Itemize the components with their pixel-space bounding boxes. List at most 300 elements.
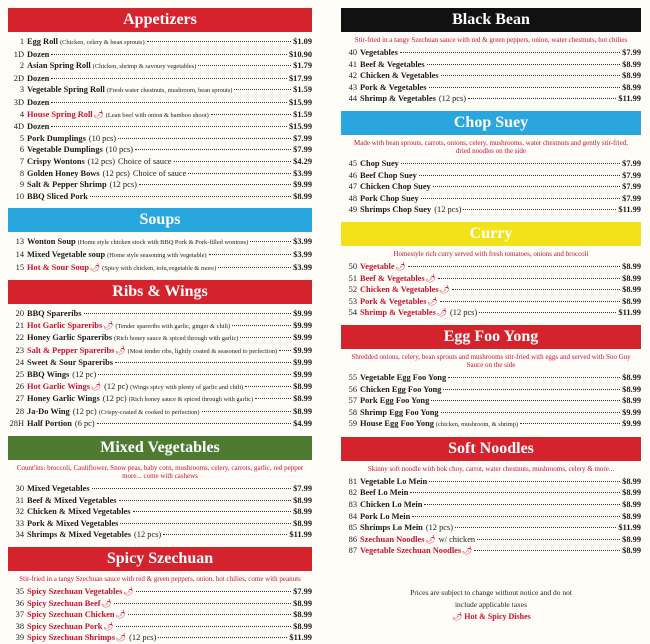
leader-dots bbox=[90, 196, 291, 197]
item-name: Honey Garlic Spareribs bbox=[27, 333, 112, 343]
section-header: Mixed Vegetables bbox=[8, 436, 312, 460]
leader-dots bbox=[139, 184, 291, 185]
item-extra: w/ chicken bbox=[438, 534, 476, 544]
item-name: Pork Egg Foo Yong bbox=[360, 396, 430, 406]
item-price: $11.99 bbox=[618, 308, 641, 318]
menu-item bbox=[8, 49, 312, 61]
item-number: 2D bbox=[13, 73, 24, 83]
item-name: Pork & Vegetables bbox=[360, 82, 427, 92]
menu-section-spicy-szechuan bbox=[8, 547, 312, 644]
item-name: Ja-Do Wing bbox=[27, 406, 70, 416]
section-header: Soft Noodles bbox=[341, 437, 641, 461]
leader-dots bbox=[419, 175, 620, 176]
leader-dots bbox=[118, 138, 291, 139]
menu-section-chop-suey bbox=[341, 111, 641, 216]
item-note: (Rich honey sauce & spiced through with garlic) bbox=[128, 396, 254, 404]
menu-item bbox=[341, 534, 641, 546]
item-number: 3 bbox=[19, 85, 24, 95]
menu-item bbox=[341, 273, 641, 285]
item-quantity: (12 pcs) bbox=[134, 530, 162, 540]
section-header: Ribs & Wings bbox=[8, 280, 312, 304]
item-number: 25 bbox=[15, 370, 24, 380]
item-number: 47 bbox=[348, 182, 357, 192]
item-price: $4.29 bbox=[293, 156, 312, 166]
leader-dots bbox=[198, 65, 291, 66]
item-name: Salt & Pepper Spareribs bbox=[27, 345, 115, 355]
menu-item bbox=[8, 73, 312, 85]
item-price: $1.59 bbox=[293, 109, 312, 119]
menu-item bbox=[341, 59, 641, 71]
leader-dots bbox=[51, 54, 287, 55]
item-price: $3.99 bbox=[293, 262, 312, 272]
leader-dots bbox=[174, 161, 292, 162]
chili-icon: 🌶 bbox=[123, 587, 134, 596]
menu-section-appetizers bbox=[8, 8, 312, 202]
menu-item bbox=[341, 82, 641, 94]
leader-dots bbox=[424, 504, 620, 505]
item-price: $8.99 bbox=[293, 610, 312, 620]
item-price: $11.99 bbox=[289, 633, 312, 643]
leader-dots bbox=[401, 163, 620, 164]
menu-item bbox=[341, 158, 641, 170]
item-number: 33 bbox=[15, 518, 24, 528]
menu-item bbox=[8, 249, 312, 262]
menu-section-curry bbox=[341, 222, 641, 319]
chili-icon: 🌶 bbox=[436, 308, 447, 318]
menu-item bbox=[8, 632, 312, 644]
item-price: $9.99 bbox=[622, 407, 641, 417]
menu-section-soups bbox=[8, 208, 312, 274]
item-name: Beef & Mixed Vegetables bbox=[27, 495, 117, 505]
item-number: 15 bbox=[15, 262, 24, 272]
item-number: 4D bbox=[13, 122, 24, 132]
menu-item bbox=[8, 320, 312, 333]
menu-item bbox=[8, 308, 312, 320]
item-name: Egg Roll bbox=[27, 37, 58, 46]
item-number: 1 bbox=[19, 37, 24, 46]
item-note: (Spicy with chicken, tofu,vegetable & more) bbox=[102, 264, 217, 272]
menu-item bbox=[8, 168, 312, 180]
item-number: 41 bbox=[348, 59, 357, 69]
item-note: (Chicken, celery & bean sprouts) bbox=[59, 39, 145, 46]
item-note: (Chicken, shrimp & savoury vegetables) bbox=[92, 63, 197, 71]
leader-dots bbox=[232, 325, 291, 326]
item-price: $3.99 bbox=[293, 237, 312, 247]
item-price: $8.99 bbox=[622, 534, 641, 544]
item-name: House Egg Foo Yong bbox=[360, 419, 434, 429]
item-price: $8.99 bbox=[622, 396, 641, 406]
item-number: 57 bbox=[348, 396, 357, 406]
menu-item bbox=[341, 395, 641, 407]
item-number: 84 bbox=[348, 511, 357, 521]
item-number: 43 bbox=[348, 82, 357, 92]
leader-dots bbox=[438, 278, 620, 279]
item-name: Asian Spring Roll bbox=[27, 61, 91, 71]
item-number: 30 bbox=[15, 484, 24, 494]
item-name: Crispy Wontons bbox=[27, 156, 85, 166]
leader-dots bbox=[98, 374, 291, 375]
leader-dots bbox=[163, 534, 287, 535]
menu-item bbox=[8, 236, 312, 249]
item-note: (Tender spareribs with garlic, ginger & chili) bbox=[115, 322, 231, 330]
leader-dots bbox=[443, 389, 620, 390]
item-note: (Rich honey sauce & spiced through with garlic) bbox=[114, 335, 239, 343]
section-header: Soups bbox=[8, 208, 312, 232]
item-name: Pork Dumplings bbox=[27, 133, 86, 143]
item-quantity: (12 pcs) bbox=[425, 523, 454, 533]
item-name: Spicy Szechuan Vegetables bbox=[27, 587, 123, 596]
leader-dots bbox=[433, 186, 620, 187]
leader-dots bbox=[234, 89, 291, 90]
item-quantity: (12 pcs) bbox=[450, 308, 478, 318]
leader-dots bbox=[410, 492, 620, 493]
item-number: 14 bbox=[15, 249, 24, 259]
item-number: 13 bbox=[15, 237, 24, 247]
menu-item bbox=[8, 109, 312, 122]
leader-dots bbox=[431, 400, 620, 401]
right-column bbox=[341, 8, 641, 623]
item-price: $8.99 bbox=[293, 518, 312, 528]
leader-dots bbox=[520, 423, 620, 424]
item-price: $7.99 bbox=[622, 182, 641, 192]
leader-dots bbox=[120, 523, 291, 524]
item-name: Hot Garlic Spareribs bbox=[27, 320, 103, 330]
item-quantity: (10 pcs) bbox=[105, 145, 133, 155]
item-name: BBQ Wings bbox=[27, 370, 70, 380]
menu-item bbox=[341, 204, 641, 216]
item-price: $11.99 bbox=[618, 94, 641, 104]
item-name: Mixed Vegetables bbox=[27, 484, 90, 494]
menu-footer bbox=[341, 587, 641, 623]
leader-dots bbox=[255, 398, 291, 399]
leader-dots bbox=[211, 114, 291, 115]
item-number: 4 bbox=[19, 109, 24, 119]
leader-dots bbox=[135, 149, 291, 150]
item-number: 34 bbox=[15, 530, 24, 540]
item-number: 54 bbox=[348, 308, 357, 318]
menu-item bbox=[8, 144, 312, 156]
item-price: $3.99 bbox=[293, 249, 312, 259]
leader-dots bbox=[477, 539, 620, 540]
item-name: Spicy Szechuan Shrimps bbox=[27, 633, 115, 643]
item-number: 82 bbox=[348, 488, 357, 498]
item-name: Dozen bbox=[27, 49, 50, 59]
item-number: 87 bbox=[348, 546, 357, 556]
item-price: $7.99 bbox=[622, 48, 641, 57]
item-price: $8.99 bbox=[293, 191, 312, 201]
leader-dots bbox=[441, 75, 621, 76]
leader-dots bbox=[116, 626, 292, 627]
item-name: Shrimps Lo Mein bbox=[360, 523, 423, 533]
chili-icon: 🌶 bbox=[115, 633, 127, 643]
menu-item bbox=[8, 369, 312, 381]
item-number: 81 bbox=[348, 476, 357, 486]
menu-item bbox=[341, 545, 641, 557]
menu-item bbox=[341, 307, 641, 319]
item-name: Pork Lo Mein bbox=[360, 511, 411, 521]
chili-icon: 🌶 bbox=[115, 345, 126, 355]
item-name: Szechuan Noodles bbox=[360, 534, 425, 544]
menu-item bbox=[8, 345, 312, 358]
item-number: 42 bbox=[348, 71, 357, 81]
menu-section-soft-noodles bbox=[341, 437, 641, 557]
item-price: $8.99 bbox=[293, 406, 312, 416]
leader-dots bbox=[136, 591, 292, 592]
leader-dots bbox=[250, 241, 291, 242]
item-price: $8.99 bbox=[293, 394, 312, 404]
menu-item bbox=[341, 181, 641, 193]
leader-dots bbox=[452, 289, 620, 290]
leader-dots bbox=[421, 198, 621, 199]
item-number: 58 bbox=[348, 407, 357, 417]
menu-item bbox=[341, 476, 641, 488]
item-number: 5 bbox=[19, 133, 24, 143]
item-number: 35 bbox=[15, 587, 24, 596]
menu-section-mixed-vegetables bbox=[8, 436, 312, 541]
item-number: 50 bbox=[348, 261, 357, 271]
leader-dots bbox=[400, 52, 620, 53]
item-name: Pork & Vegetables bbox=[360, 296, 427, 306]
item-price: $15.99 bbox=[288, 97, 312, 107]
item-name: Spicy Szechuan Pork bbox=[27, 621, 103, 631]
item-name: BBQ Spareribs bbox=[27, 309, 82, 319]
item-number: 24 bbox=[15, 358, 24, 368]
chili-icon: 🌶 bbox=[462, 546, 473, 556]
item-price: $8.99 bbox=[622, 546, 641, 556]
leader-dots bbox=[92, 488, 292, 489]
leader-dots bbox=[240, 337, 291, 338]
item-name: Shrimps Chop Suey bbox=[360, 205, 432, 215]
menu-item bbox=[8, 191, 312, 203]
menu-item bbox=[8, 406, 312, 419]
item-name: Chicken Egg Foo Yong bbox=[360, 384, 442, 394]
item-number: 56 bbox=[348, 384, 357, 394]
menu-item bbox=[341, 284, 641, 296]
item-name: Vegetable Spring Roll bbox=[27, 85, 105, 95]
item-number: 20 bbox=[15, 309, 24, 319]
item-price: $8.99 bbox=[622, 273, 641, 283]
item-name: Pork & Mixed Vegetables bbox=[27, 518, 119, 528]
item-price: $8.99 bbox=[622, 488, 641, 498]
item-name: Vegetables bbox=[360, 48, 398, 57]
leader-dots bbox=[412, 516, 620, 517]
left-column bbox=[8, 8, 312, 644]
item-number: 52 bbox=[348, 285, 357, 295]
item-number: 36 bbox=[15, 598, 24, 608]
item-note: (chicken, mushroom, & shrimp) bbox=[435, 421, 519, 429]
menu-item bbox=[341, 407, 641, 419]
item-name: Chicken & Mixed Vegetables bbox=[27, 507, 131, 517]
item-number: 48 bbox=[348, 193, 357, 203]
chili-icon: 🌶 bbox=[115, 610, 126, 620]
menu-item bbox=[341, 47, 641, 59]
item-price: $7.99 bbox=[622, 193, 641, 203]
item-price: $7.99 bbox=[293, 587, 312, 596]
item-quantity: (12 pcs) bbox=[102, 168, 130, 178]
item-price: $7.99 bbox=[293, 145, 312, 155]
item-name: Chop Suey bbox=[360, 158, 399, 168]
item-quantity: (10 pcs) bbox=[88, 133, 117, 143]
menu-item bbox=[8, 357, 312, 369]
menu-section-egg-foo-yong bbox=[341, 325, 641, 431]
section-description: Made with bean sprouts, carrots, onions, celery, mushrooms, water chestnuts and gently stir-fried, dried noodles on the side bbox=[354, 138, 628, 155]
leader-dots bbox=[133, 511, 292, 512]
item-price: $8.99 bbox=[293, 495, 312, 505]
item-name: Spicy Szechuan Chicken bbox=[27, 610, 115, 620]
item-number: 51 bbox=[348, 273, 357, 283]
item-price: $1.59 bbox=[293, 85, 312, 95]
item-price: $9.99 bbox=[293, 180, 312, 190]
item-name: Spicy Szechuan Beef bbox=[27, 598, 101, 608]
menu-item bbox=[8, 179, 312, 191]
leader-dots bbox=[440, 301, 620, 302]
item-price: $7.99 bbox=[622, 170, 641, 180]
chili-icon: 🌶 bbox=[89, 262, 101, 272]
leader-dots bbox=[188, 173, 291, 174]
menu-item bbox=[341, 384, 641, 396]
item-quantity: (12 pcs) bbox=[87, 156, 116, 166]
item-price: $3.99 bbox=[293, 168, 312, 178]
item-name: Hot Garlic Wings bbox=[27, 381, 90, 391]
hot-legend-label: Hot & Spicy Dishes bbox=[464, 612, 531, 622]
item-name: Shrimp & Vegetables bbox=[360, 308, 436, 318]
item-number: 6 bbox=[19, 145, 24, 155]
item-price: $9.99 bbox=[293, 333, 312, 343]
item-price: $8.99 bbox=[622, 500, 641, 510]
menu-item bbox=[341, 93, 641, 105]
item-note: (Lean beef with onion & bamboo shoot) bbox=[105, 111, 209, 119]
chili-icon: 🌶 bbox=[103, 621, 114, 631]
item-number: 39 bbox=[15, 633, 24, 643]
footer-note-1: Prices are subject to change without notice and do not bbox=[410, 588, 572, 598]
item-note: (Most tender ribs, lightly coated & seasoned to perfection) bbox=[127, 347, 278, 355]
item-extra: Choice of sauce bbox=[132, 168, 187, 178]
item-number: 37 bbox=[15, 610, 24, 620]
item-name: BBQ Sliced Pork bbox=[27, 191, 88, 201]
leader-dots bbox=[114, 603, 291, 604]
item-number: 7 bbox=[19, 156, 24, 166]
item-name: Wonton Soup bbox=[27, 237, 76, 247]
section-header: Appetizers bbox=[8, 8, 312, 32]
chili-icon: 🌶 bbox=[101, 598, 112, 608]
menu-section-black-bean bbox=[341, 8, 641, 105]
item-name: Dozen bbox=[27, 97, 50, 107]
item-price: $8.99 bbox=[622, 71, 641, 81]
item-number: 83 bbox=[348, 500, 357, 510]
item-price: $4.99 bbox=[293, 419, 312, 429]
section-header: Egg Foo Yong bbox=[341, 325, 641, 349]
item-number: 9 bbox=[19, 180, 24, 190]
item-price: $9.99 bbox=[293, 358, 312, 368]
item-name: Chicken Chop Suey bbox=[360, 182, 431, 192]
menu-item bbox=[8, 529, 312, 541]
menu-item bbox=[341, 261, 641, 273]
menu-item bbox=[8, 381, 312, 394]
item-name: Salt & Pepper Shrimp bbox=[27, 180, 107, 190]
item-price: $8.99 bbox=[622, 296, 641, 306]
menu-item bbox=[8, 262, 312, 275]
leader-dots bbox=[429, 87, 621, 88]
item-number: 45 bbox=[348, 158, 357, 168]
leader-dots bbox=[479, 312, 616, 313]
item-name: Chicken & Vegetables bbox=[360, 71, 439, 81]
leader-dots bbox=[128, 614, 292, 615]
item-price: $17.99 bbox=[288, 73, 312, 83]
item-price: $11.99 bbox=[618, 205, 641, 215]
item-number: 55 bbox=[348, 372, 357, 382]
leader-dots bbox=[474, 550, 620, 551]
item-number: 10 bbox=[15, 191, 24, 201]
item-number: 46 bbox=[348, 170, 357, 180]
item-quantity: (12 pc) bbox=[104, 381, 129, 391]
menu-item bbox=[8, 586, 312, 598]
item-price: $11.99 bbox=[289, 530, 312, 540]
item-note: (Wings spicy with plenty of garlic and chili) bbox=[130, 383, 244, 391]
item-number: 26 bbox=[15, 381, 24, 391]
item-price: $8.99 bbox=[293, 381, 312, 391]
item-name: Shrimp & Vegetables bbox=[360, 94, 436, 104]
item-number: 28H bbox=[9, 419, 24, 429]
section-description: Stir-fried in a tangy Szechuan sauce with red & green peppers, onion, water chestnuts, hot chilies bbox=[354, 36, 628, 44]
item-name: Shrimp Egg Foo Yong bbox=[360, 407, 439, 417]
item-price: $8.99 bbox=[293, 507, 312, 517]
leader-dots bbox=[158, 637, 287, 638]
leader-dots bbox=[115, 362, 291, 363]
chili-icon: 🌶 bbox=[395, 261, 406, 271]
menu-item bbox=[8, 598, 312, 610]
item-price: $11.99 bbox=[618, 523, 641, 533]
item-note: (Home style seasoning with vegetable) bbox=[107, 251, 207, 259]
menu-item bbox=[8, 418, 312, 430]
chili-icon: 🌶 bbox=[427, 296, 438, 306]
leader-dots bbox=[245, 386, 291, 387]
item-name: Vegetable bbox=[360, 261, 395, 271]
leader-dots bbox=[448, 377, 620, 378]
item-name: Vegetable Dumplings bbox=[27, 145, 103, 155]
menu-item bbox=[8, 156, 312, 168]
leader-dots bbox=[84, 313, 292, 314]
menu-item bbox=[8, 97, 312, 109]
section-header: Chop Suey bbox=[341, 111, 641, 135]
leader-dots bbox=[97, 423, 291, 424]
menu-item bbox=[8, 518, 312, 530]
menu-item bbox=[8, 60, 312, 73]
item-number: 1D bbox=[13, 49, 24, 59]
item-name: Dozen bbox=[27, 122, 50, 132]
leader-dots bbox=[429, 481, 620, 482]
item-number: 40 bbox=[348, 48, 357, 57]
item-name: Shrimps & Mixed Vegetables bbox=[27, 530, 131, 540]
item-number: 32 bbox=[15, 507, 24, 517]
item-number: 59 bbox=[348, 419, 357, 429]
item-name: Beef Chop Suey bbox=[360, 170, 417, 180]
leader-dots bbox=[51, 78, 287, 79]
menu-item bbox=[8, 121, 312, 133]
item-name: Vegetable Szechuan Noodles bbox=[360, 546, 462, 556]
section-description: Skinny soft noodle with bok choy, carrot, water chestnuts, mushrooms, celery & more... bbox=[367, 464, 615, 473]
item-price: $15.99 bbox=[288, 122, 312, 132]
item-name: Chicken & Vegetables bbox=[360, 285, 439, 295]
item-number: 86 bbox=[348, 534, 357, 544]
menu-item bbox=[341, 170, 641, 182]
menu-item bbox=[8, 483, 312, 495]
item-number: 38 bbox=[15, 621, 24, 631]
item-price: $8.99 bbox=[622, 261, 641, 271]
item-price: $8.99 bbox=[622, 372, 641, 382]
menu-item bbox=[341, 193, 641, 205]
leader-dots bbox=[455, 527, 616, 528]
item-quantity: (12 pcs) bbox=[438, 94, 467, 104]
